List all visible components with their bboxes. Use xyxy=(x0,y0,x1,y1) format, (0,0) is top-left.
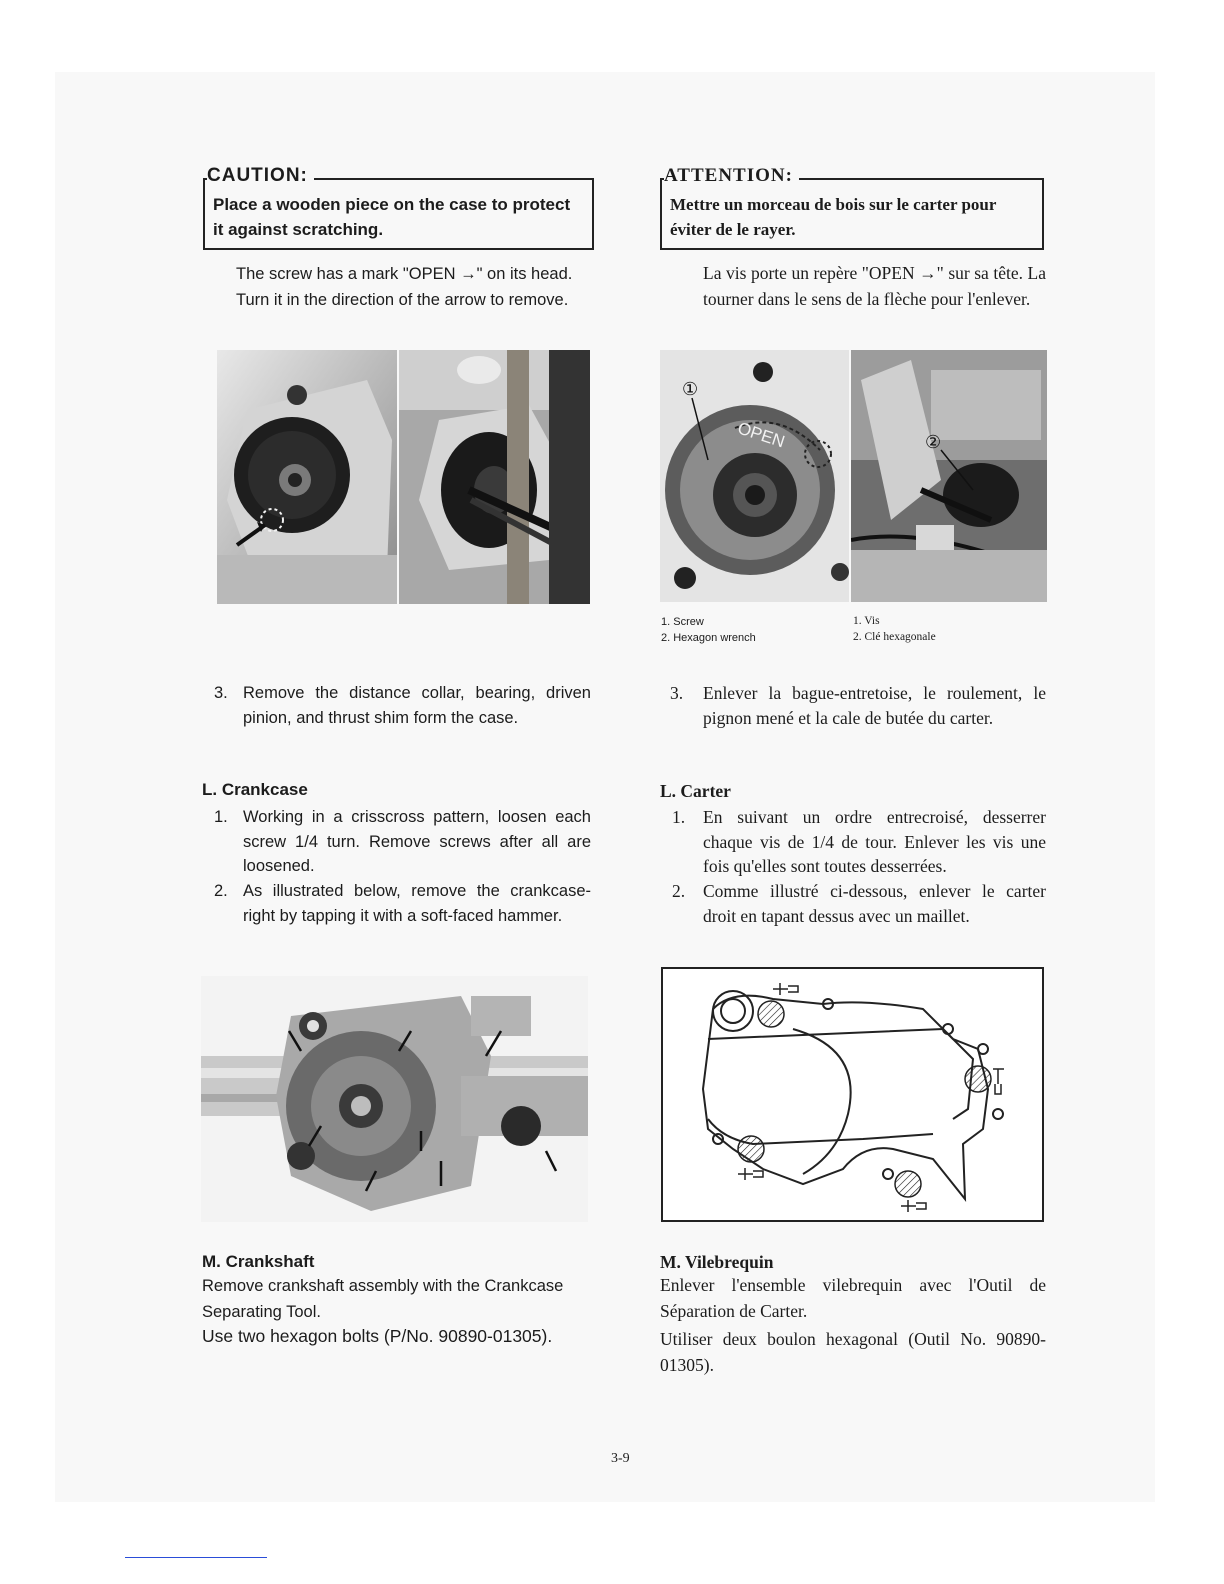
caption-en-2: 2. Hexagon wrench xyxy=(661,632,756,644)
caution-box-fr xyxy=(660,165,1044,250)
photo-wrench-inserted xyxy=(851,350,1047,602)
photo-crankcase xyxy=(201,976,588,1222)
caution-text-fr: Mettre un morceau de bois sur le carter pour éviter de le rayer. xyxy=(670,195,997,239)
section-m-text1-fr: Enlever l'ensemble vilebrequin avec l'Outil de Séparation de Carter. xyxy=(660,1275,1046,1321)
screw-note-en: The screw has a mark "OPEN →" on its head. Turn it in the direction of the arrow to remove. xyxy=(236,265,573,309)
photo-open-mark-closeup xyxy=(660,350,849,602)
photo-hexagon-wrench xyxy=(399,350,590,604)
diagram-crankcase xyxy=(661,967,1044,1222)
caution-text-en: Place a wooden piece on the case to protect it against scratching. xyxy=(213,195,571,239)
item-num: 2. xyxy=(672,881,686,901)
screw-note-fr: La vis porte un repère "OPEN →" sur sa tête. La tourner dans le sens de la flèche pour l'enlever. xyxy=(703,263,1046,309)
section-m-heading-fr: M. Vilebrequin xyxy=(660,1252,774,1272)
section-l-heading-fr: L. Carter xyxy=(660,781,731,801)
item-text: Comme illustré ci-dessous, enlever le carter droit en tapant dessus avec un maillet. xyxy=(703,881,1046,926)
callout-2: ② xyxy=(925,432,942,453)
callout-1: ① xyxy=(682,379,699,400)
caution-title-en: CAUTION: xyxy=(207,165,314,187)
item-num: 1. xyxy=(672,807,686,827)
section-m-text2-fr: Utiliser deux boulon hexagonal (Outil No. 90890-01305). xyxy=(660,1329,1046,1375)
section-l-heading-en: L. Crankcase xyxy=(202,780,308,799)
item-num: 1. xyxy=(214,808,228,826)
caution-title-fr: ATTENTION: xyxy=(664,165,799,187)
caption-fr-1: 1. Vis xyxy=(853,615,880,627)
caption-en-1: 1. Screw xyxy=(661,616,704,628)
step3-fr-num: 3. xyxy=(670,683,684,703)
photo-screw-location xyxy=(217,350,397,604)
footer-rule xyxy=(125,1557,267,1558)
step3-en-text: Remove the distance collar, bearing, driven pinion, and thrust shim form the case. xyxy=(243,684,591,727)
section-m-heading-en: M. Crankshaft xyxy=(202,1252,315,1271)
caption-fr-2: 2. Clé hexagonale xyxy=(853,631,936,643)
page-number: 3-9 xyxy=(611,1451,630,1466)
section-m-text2-en: Use two hexagon bolts (P/No. 90890-01305). xyxy=(202,1326,553,1346)
item-text: En suivant un ordre entrecroisé, desserrer chaque vis de 1/4 de tour. Enlever les vis une fois qu'elles sont toutes desserrées. xyxy=(703,807,1046,876)
item-num: 2. xyxy=(214,882,228,900)
open-label: OPEN xyxy=(735,418,788,452)
item-text: As illustrated below, remove the crankcase-right by tapping it with a soft-faced hammer. xyxy=(243,882,591,925)
caution-box-en xyxy=(203,165,594,250)
step3-en-num: 3. xyxy=(214,684,228,702)
section-m-text1-en: Remove crankshaft assembly with the Crankcase Separating Tool. xyxy=(202,1277,564,1321)
item-text: Working in a crisscross pattern, loosen each screw 1/4 turn. Remove screws after all are loosened. xyxy=(243,808,591,875)
step3-fr-text: Enlever la bague-entretoise, le roulement, le pignon mené et la cale de butée du carter. xyxy=(703,683,1046,728)
